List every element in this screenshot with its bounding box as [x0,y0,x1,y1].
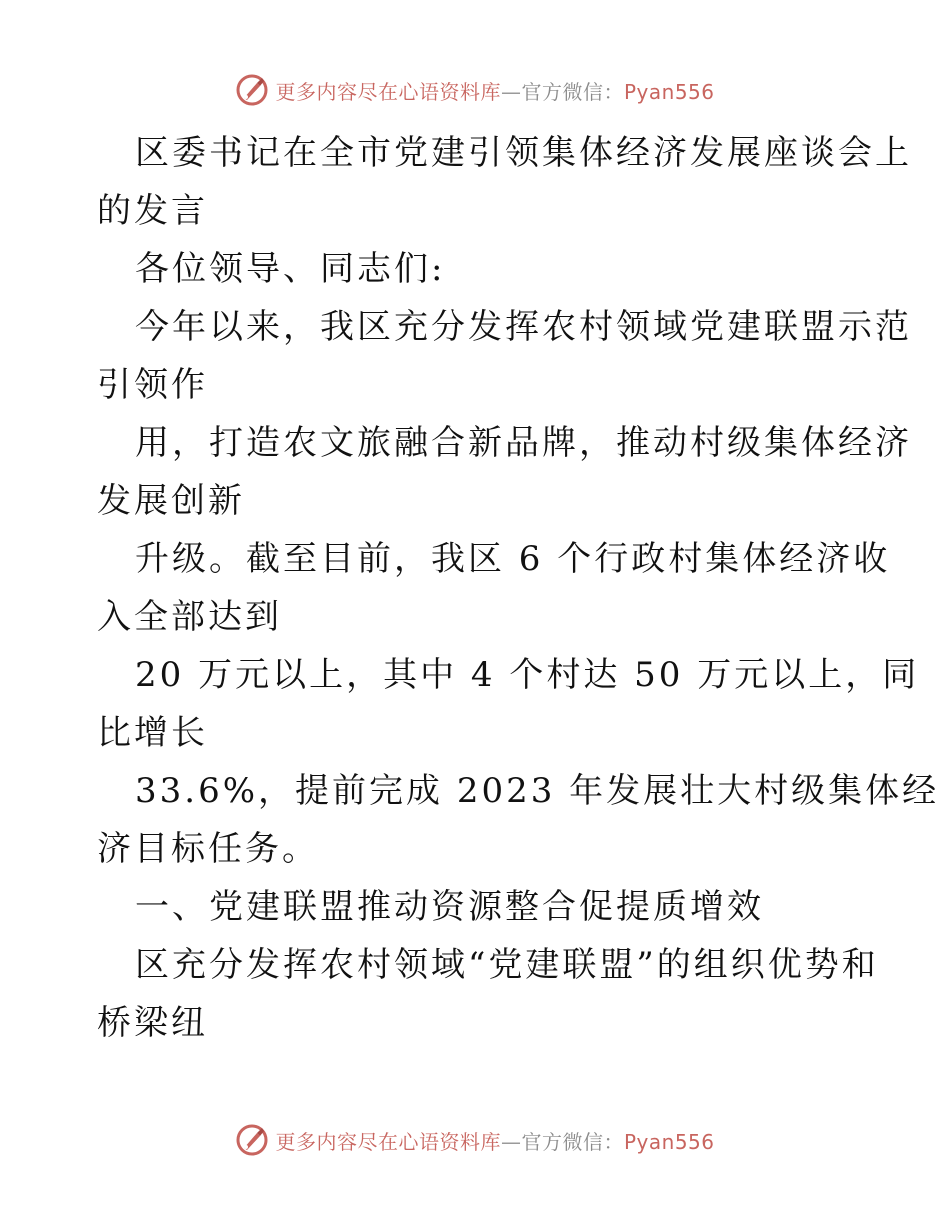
document-body [97,124,940,1052]
watermark-text: 更多内容尽在心语资料库 [275,1129,501,1154]
document-title-line-1: 区委书记在全市党建引领集体经济发展座谈会上 [135,133,912,173]
quill-pen-logo-icon [235,1123,269,1157]
salutation: 各位领导、同志们: [135,249,446,289]
paragraph-line: 升级。截至目前，我区 6 个行政村集体经济收 [135,539,891,579]
footer-watermark [0,1120,950,1160]
paragraph-line: 33.6%，提前完成 2023 年发展壮大村级集体经 [135,771,940,811]
paragraph-line: 桥梁纽 [97,1003,208,1043]
section-heading: 一、党建联盟推动资源整合促提质增效 [135,887,764,927]
paragraph-line: 比增长 [97,713,208,753]
quill-pen-logo-icon [235,73,269,107]
paragraph-line: 发展创新 [97,481,245,521]
paragraph-line: 济目标任务。 [97,829,319,869]
watermark-text: 更多内容尽在心语资料库 [275,79,501,104]
header-watermark [0,70,950,110]
watermark-dash: — [500,79,522,104]
watermark-dash: — [500,1129,522,1154]
watermark-account: Pyan556 [623,79,715,104]
watermark-account: Pyan556 [623,1129,715,1154]
paragraph-line: 区充分发挥农村领域“党建联盟”的组织优势和 [135,945,879,985]
paragraph-line: 引领作 [97,365,208,405]
watermark-wechat-label: 官方微信： [521,79,624,104]
paragraph-line: 入全部达到 [97,597,282,637]
paragraph-line: 用，打造农文旅融合新品牌，推动村级集体经济 [135,423,912,463]
document-title-line-2: 的发言 [97,191,208,231]
watermark-wechat-label: 官方微信： [521,1129,624,1154]
paragraph-line: 今年以来，我区充分发挥农村领域党建联盟示范 [135,307,912,347]
paragraph-line: 20 万元以上，其中 4 个村达 50 万元以上，同 [135,655,920,695]
